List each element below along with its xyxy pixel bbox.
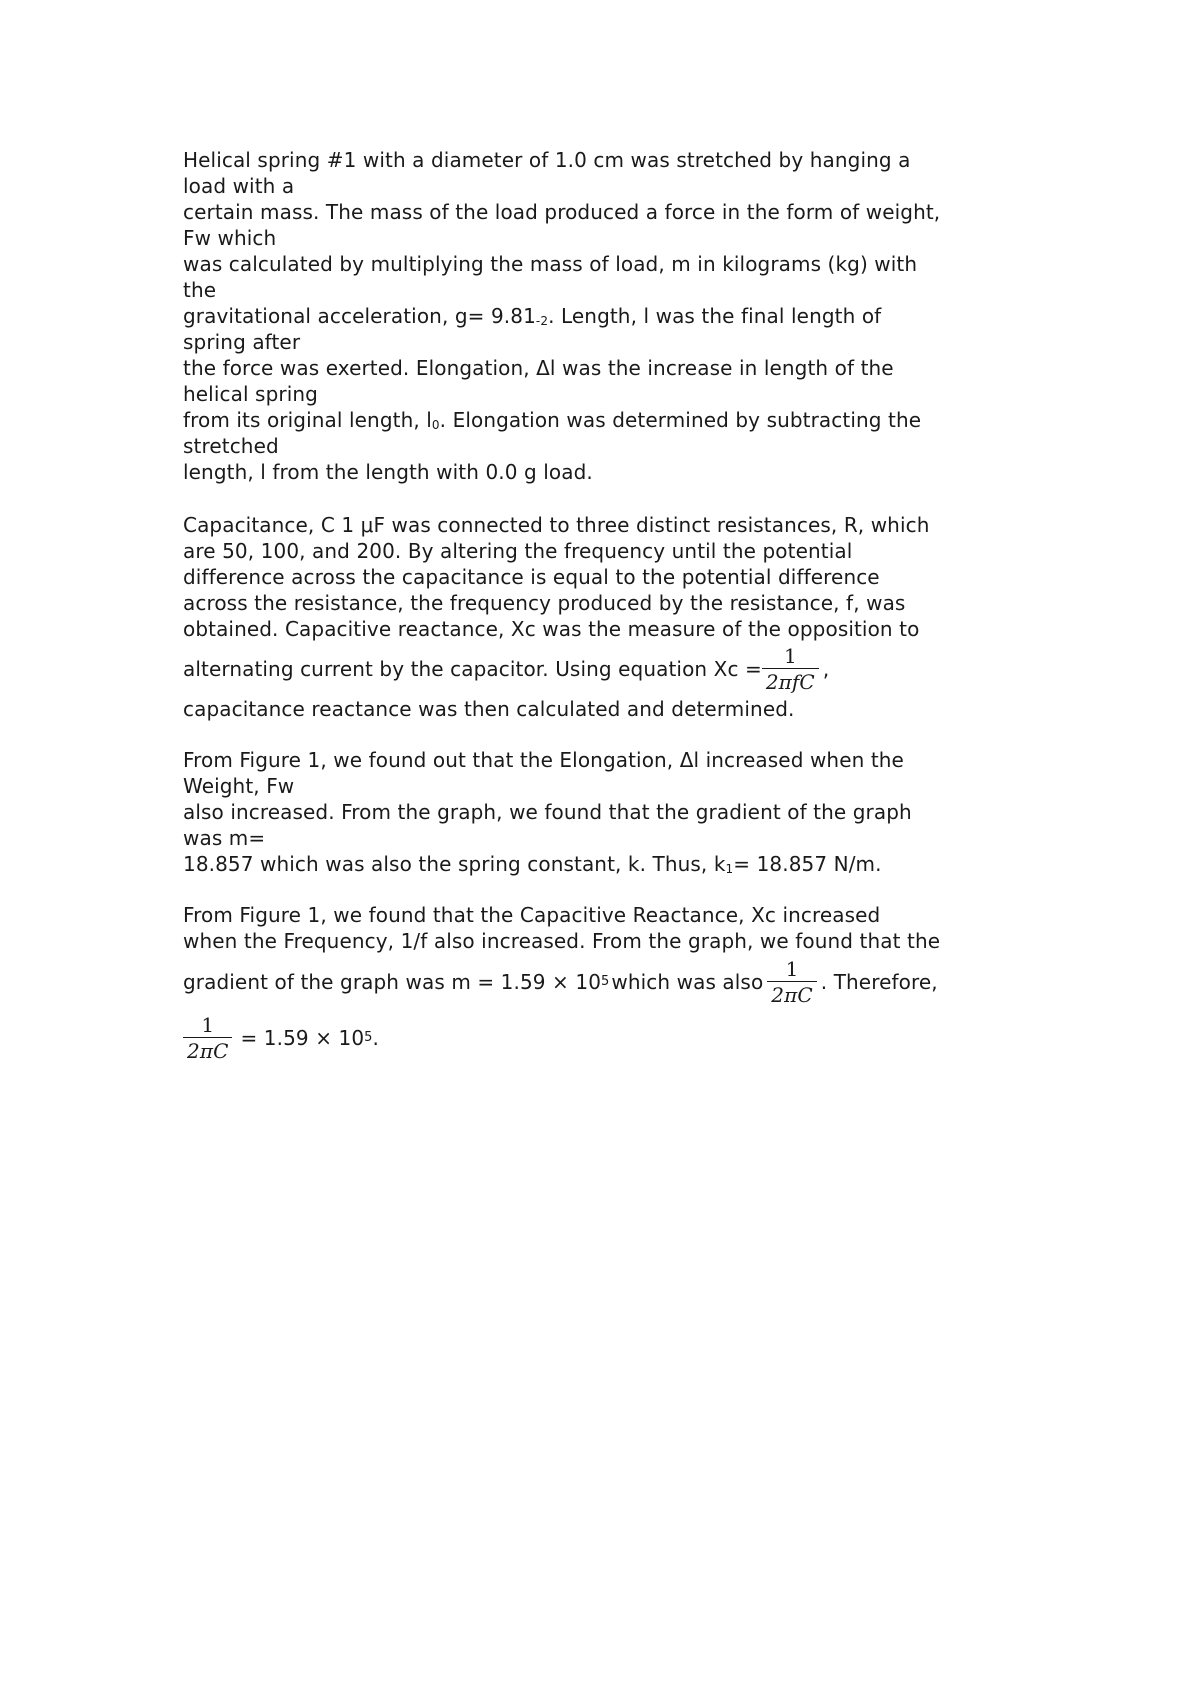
text-line: load with a <box>183 174 295 198</box>
text-line <box>183 407 1043 433</box>
final-equation-line <box>183 1010 1043 1066</box>
fraction-denominator: 2πC <box>767 981 816 1008</box>
gradient-equation-line <box>183 954 1043 1010</box>
text-fragment: = 18.857 N/m. <box>733 852 882 876</box>
text-fragment: alternating current by the capacitor. Using equation Xc = <box>183 657 762 681</box>
text-fragment: from its original length, l <box>183 408 432 432</box>
fraction-denominator: 2πC <box>183 1037 232 1064</box>
paragraph-helical-spring <box>183 147 1043 485</box>
text-fragment: gradient of the graph was m = 1.59 × 10 <box>183 970 602 994</box>
text-line: length, l from the length with 0.0 g load. <box>183 460 593 484</box>
text-line: From Figure 1, we found that the Capacitive Reactance, Xc increased <box>183 903 881 927</box>
text-line: From Figure 1, we found out that the Elongation, Δl increased when the <box>183 748 904 772</box>
text-fragment: . <box>372 1026 379 1050</box>
text-line: the <box>183 278 217 302</box>
text-fragment: , <box>822 657 830 681</box>
text-line <box>183 303 1043 329</box>
fraction-numerator: 1 <box>785 956 799 981</box>
text-line: across the resistance, the frequency produced by the resistance, f, was <box>183 591 906 615</box>
text-line: certain mass. The mass of the load produced a force in the form of weight, <box>183 200 941 224</box>
superscript: 5 <box>601 974 610 989</box>
text-line: helical spring <box>183 382 318 406</box>
text-line: Fw which <box>183 226 277 250</box>
subscript: 1 <box>725 862 734 876</box>
text-line: was calculated by multiplying the mass of load, m in kilograms (kg) with <box>183 252 918 276</box>
fraction-1-over-2pifc <box>762 644 819 695</box>
text-line: the force was exerted. Elongation, Δl was the increase in length of the <box>183 356 894 380</box>
text-line: stretched <box>183 434 279 458</box>
paragraph-figure1-elongation <box>183 747 1043 877</box>
fraction-1-over-2pic <box>767 957 816 1008</box>
text-line: when the Frequency, 1/f also increased. From the graph, we found that the <box>183 929 941 953</box>
subscript: -2 <box>535 314 549 328</box>
text-line: Capacitance, C 1 μF was connected to three distinct resistances, R, which <box>183 513 930 537</box>
text-fragment: . Elongation was determined by subtracting the <box>439 408 922 432</box>
text-fragment: . Length, l was the final length of <box>548 304 882 328</box>
text-line: Helical spring #1 with a diameter of 1.0 cm was stretched by hanging a <box>183 148 911 172</box>
text-line: Weight, Fw <box>183 774 295 798</box>
text-fragment: . Therefore, <box>820 970 938 994</box>
text-line: also increased. From the graph, we found that the gradient of the graph <box>183 800 912 824</box>
text-fragment: gravitational acceleration, g= 9.81 <box>183 304 536 328</box>
text-fragment: = 1.59 × 10 <box>240 1026 365 1050</box>
text-line <box>183 851 1043 877</box>
superscript: 5 <box>364 1030 373 1045</box>
paragraph-capacitance <box>183 512 1043 722</box>
fraction-numerator: 1 <box>783 643 797 668</box>
paragraph-figure1-reactance <box>183 902 1043 1066</box>
text-fragment: 18.857 which was also the spring constant, k. Thus, k <box>183 852 726 876</box>
text-line: spring after <box>183 330 301 354</box>
text-line: difference across the capacitance is equal to the potential difference <box>183 565 880 589</box>
text-line: are 50, 100, and 200. By altering the frequency until the potential <box>183 539 853 563</box>
fraction-denominator: 2πfC <box>762 668 819 695</box>
text-line: was m= <box>183 826 266 850</box>
text-line: obtained. Capacitive reactance, Xc was the measure of the opposition to <box>183 617 920 641</box>
fraction-numerator: 1 <box>201 1012 215 1037</box>
subscript: 0 <box>431 418 440 432</box>
text-line: capacitance reactance was then calculated and determined. <box>183 697 795 721</box>
fraction-1-over-2pic <box>183 1013 232 1064</box>
text-fragment: which was also <box>611 970 764 994</box>
equation-line <box>183 642 1043 696</box>
